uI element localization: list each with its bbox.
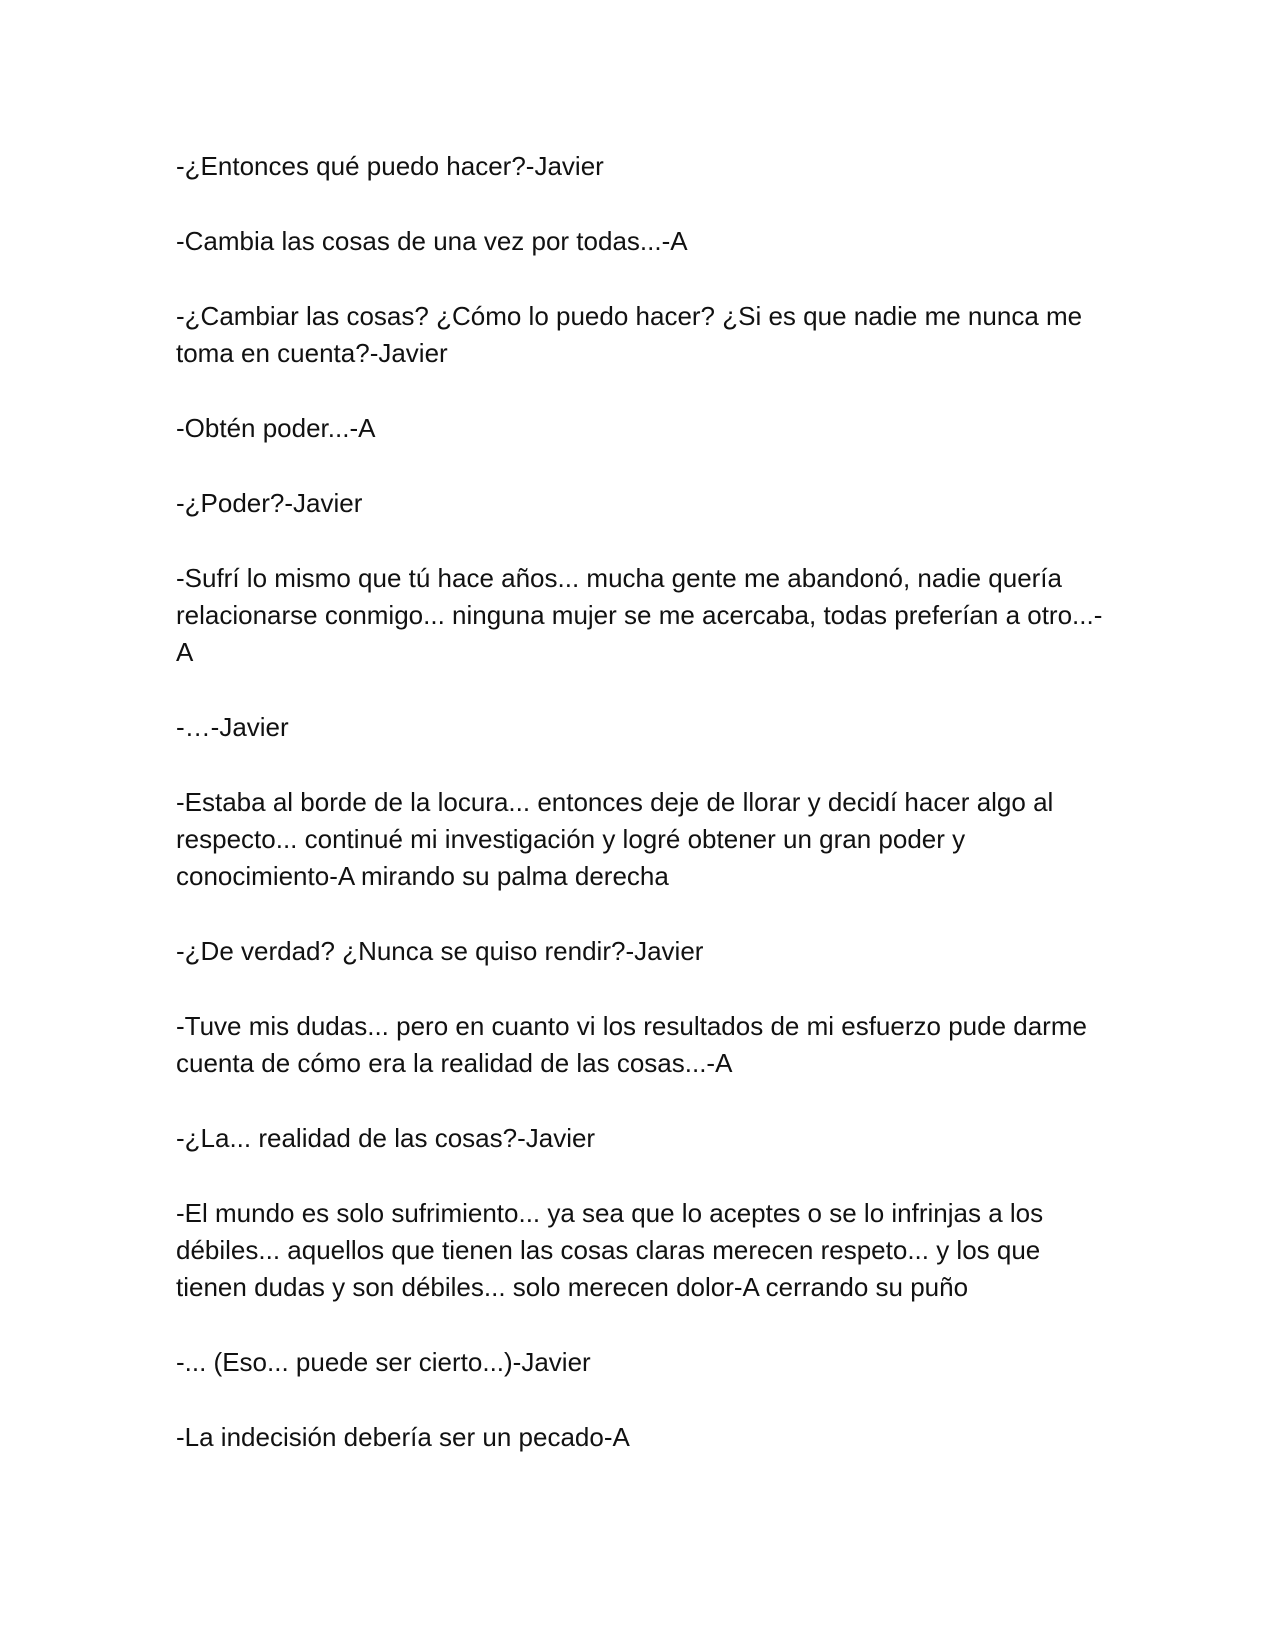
dialogue-paragraph: -Tuve mis dudas... pero en cuanto vi los resultados de mi esfuerzo pude darme cuenta de cómo era la realidad de las cosas...-A — [176, 1011, 1087, 1078]
document-body — [176, 148, 1106, 1456]
dialogue-paragraph: -¿De verdad? ¿Nunca se quiso rendir?-Javier — [176, 936, 704, 966]
dialogue-paragraph: -¿Cambiar las cosas? ¿Cómo lo puedo hacer? ¿Si es que nadie me nunca me toma en cuenta?-Javier — [176, 301, 1083, 368]
dialogue-paragraph: -Obtén poder...-A — [176, 413, 376, 443]
dialogue-paragraph: -Cambia las cosas de una vez por todas...-A — [176, 226, 688, 256]
dialogue-paragraph: -¿La... realidad de las cosas?-Javier — [176, 1123, 596, 1153]
dialogue-paragraph: -El mundo es solo sufrimiento... ya sea que lo aceptes o se lo infrinjas a los débiles... aquellos que tienen las cosas claras merecen respeto... y los que tienen dudas y son débiles... solo merecen dolor-A cerrando su puño — [176, 1198, 1044, 1302]
dialogue-paragraph: -Sufrí lo mismo que tú hace años... mucha gente me abandonó, nadie quería relacionarse conmigo... ninguna mujer se me acercaba, todas preferían a otro...-A — [176, 563, 1103, 667]
dialogue-paragraph: -La indecisión debería ser un pecado-A — [176, 1422, 630, 1452]
dialogue-paragraph: -... (Eso... puede ser cierto...)-Javier — [176, 1347, 591, 1377]
dialogue-paragraph: -¿Poder?-Javier — [176, 488, 363, 518]
dialogue-paragraph: -Estaba al borde de la locura... entonces deje de llorar y decidí hacer algo al respecto... continué mi investigación y logré obtener un gran poder y conocimiento-A mirando su palma derecha — [176, 787, 1054, 891]
dialogue-paragraph: -¿Entonces qué puedo hacer?-Javier — [176, 151, 604, 181]
dialogue-paragraph: -…-Javier — [176, 712, 289, 742]
